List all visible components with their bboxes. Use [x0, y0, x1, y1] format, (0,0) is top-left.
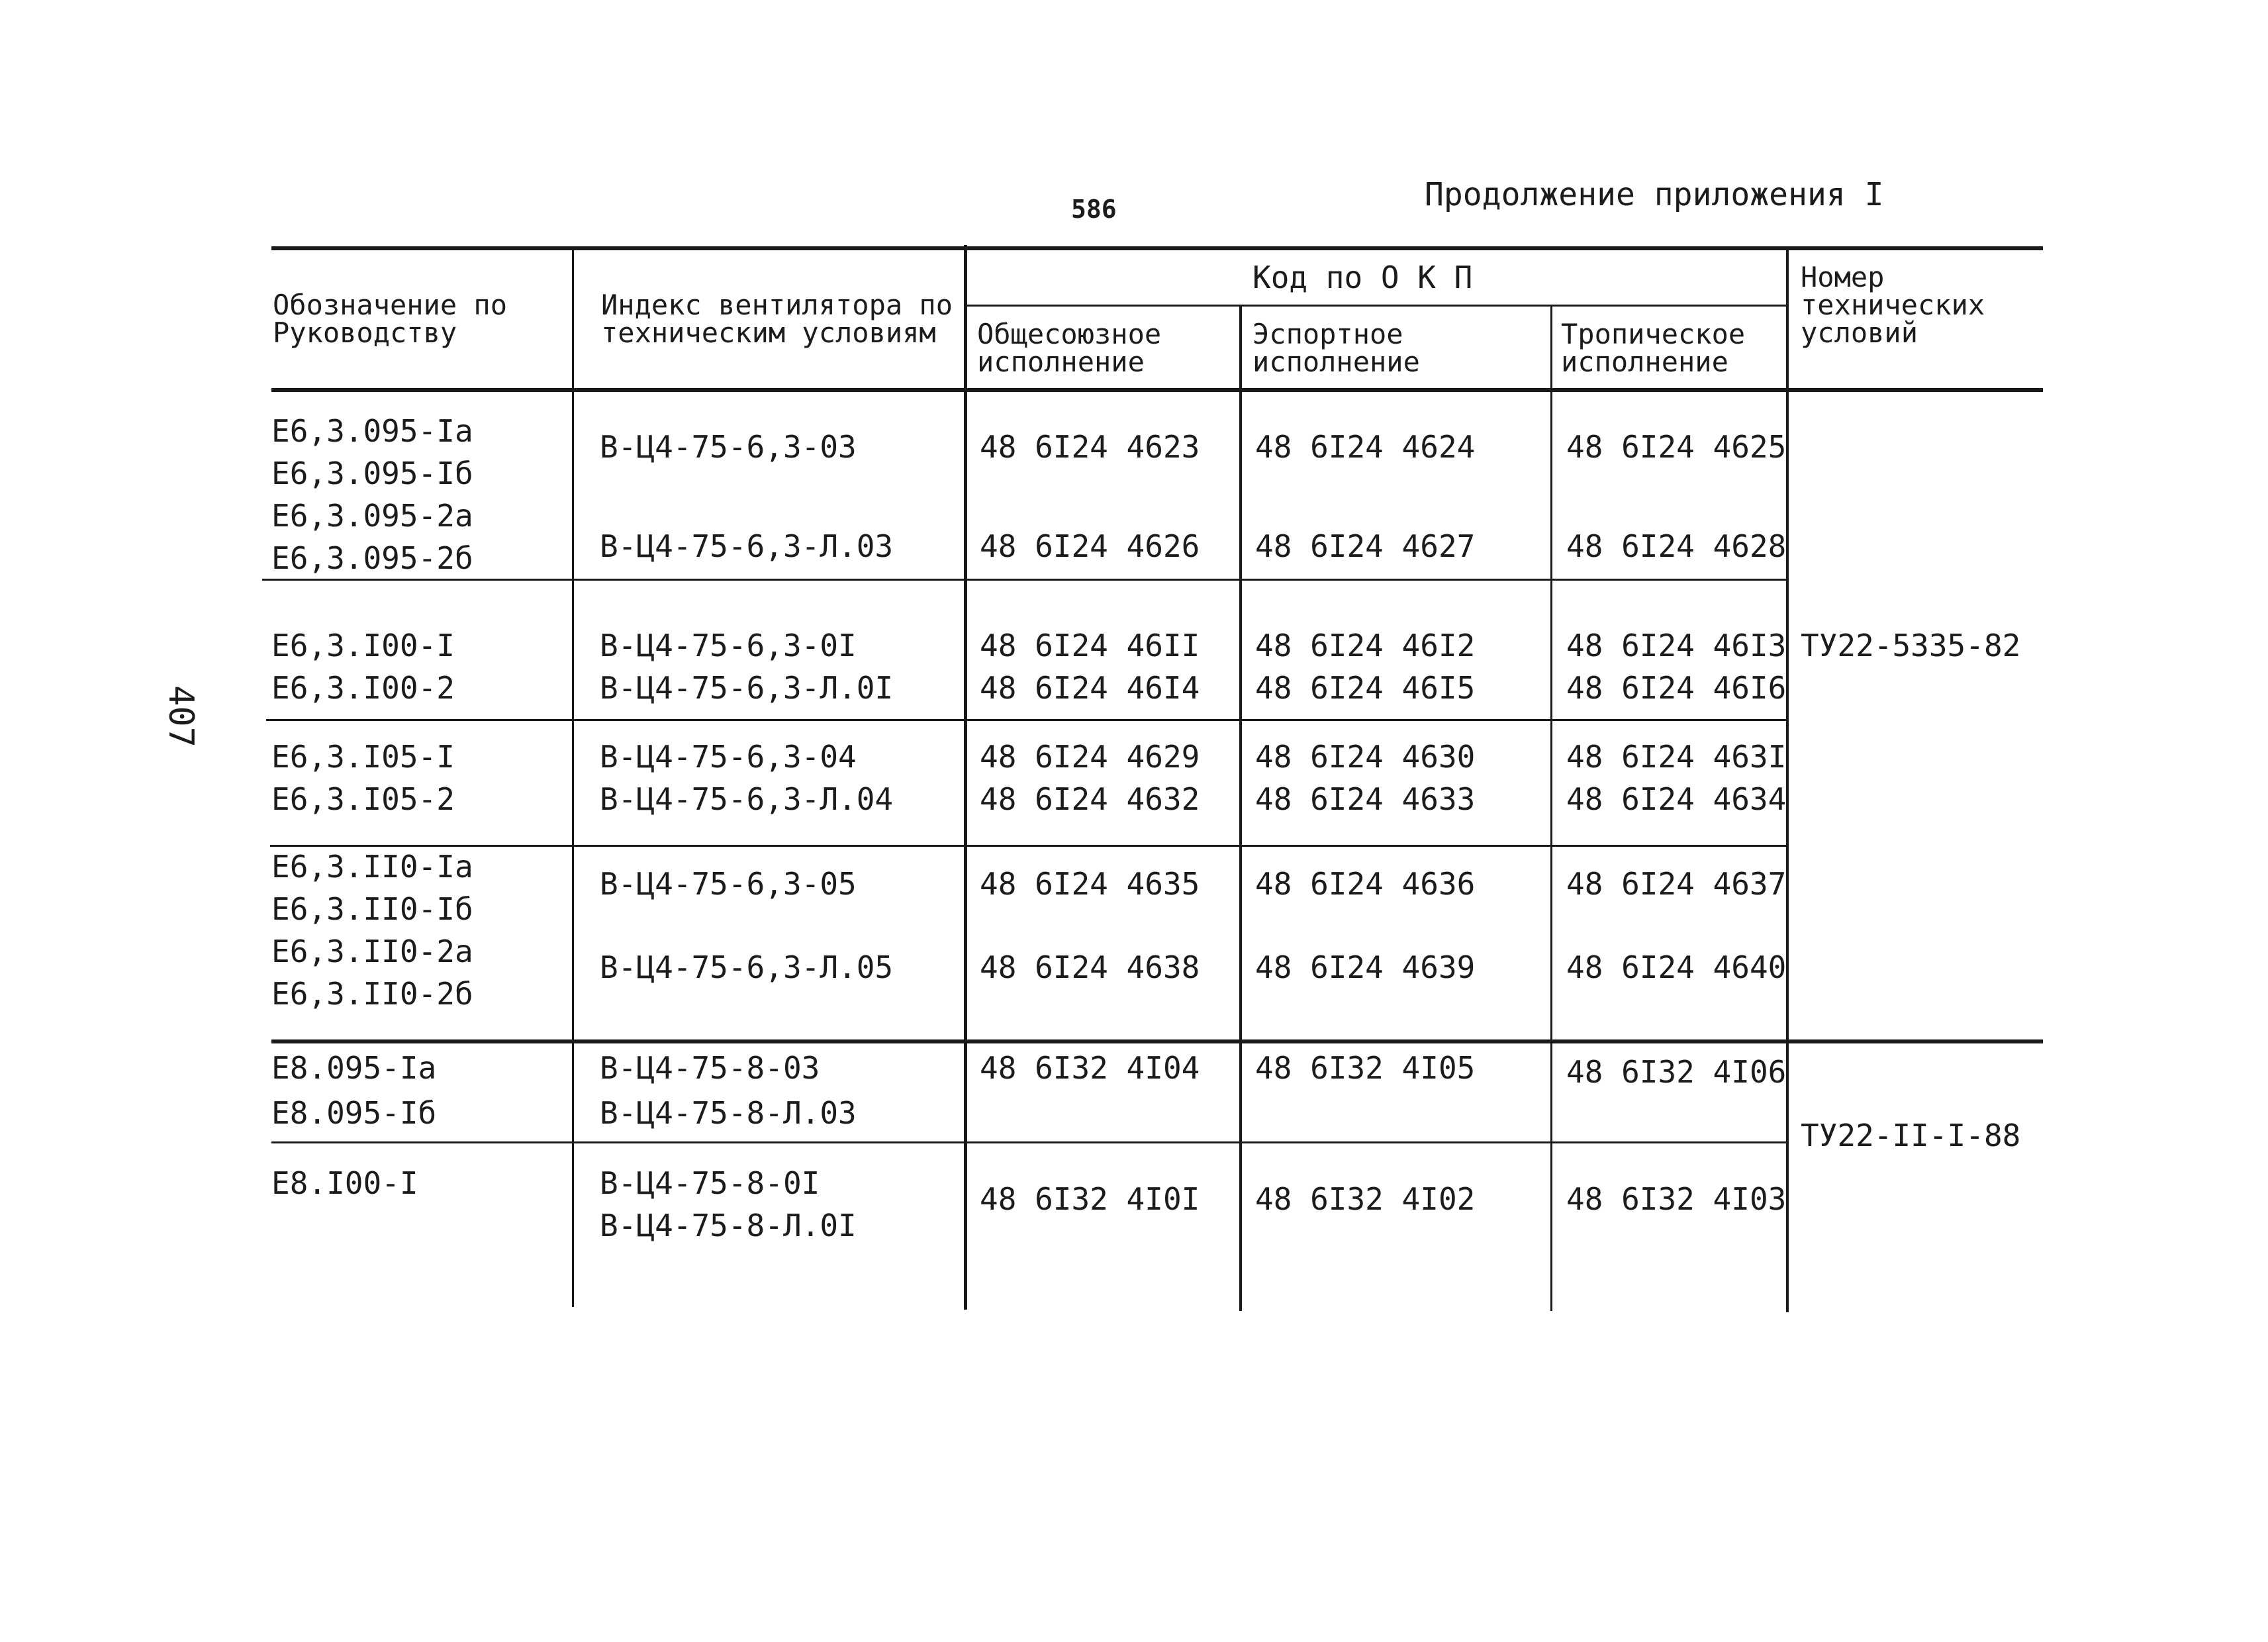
okp-tropical-cell: 48 6I24 4634	[1566, 781, 1787, 817]
header-union: Общесоюзное исполнение	[977, 318, 1162, 378]
okp-union-cell: 48 6I32 4I04	[980, 1050, 1200, 1086]
header-fan-index: Индекс вентилятора по техническим условиям	[601, 289, 953, 349]
okp-tropical-cell: 48 6I24 46I3	[1566, 628, 1787, 663]
designation-cell: Е8.I00-I	[271, 1165, 418, 1201]
designation-cell: Е6,3.095-2б	[271, 540, 473, 576]
group-divider	[271, 1141, 1787, 1143]
column-rule	[572, 250, 574, 1307]
okp-export-cell: 48 6I24 46I2	[1255, 628, 1476, 663]
okp-union-cell: 48 6I32 4I0I	[980, 1181, 1200, 1217]
header-okp: Код по О К П	[1252, 260, 1473, 295]
okp-tropical-cell: 48 6I32 4I06	[1566, 1054, 1787, 1090]
header-export: Эспортное исполнение	[1252, 318, 1420, 378]
fan-index-cell: В-Ц4-75-6,3-Л.03	[600, 528, 894, 564]
okp-union-cell: 48 6I24 4632	[980, 781, 1200, 817]
okp-union-cell: 48 6I24 46II	[980, 628, 1200, 663]
okp-export-cell: 48 6I32 4I02	[1255, 1181, 1476, 1217]
okp-tropical-cell: 48 6I24 463I	[1566, 739, 1787, 775]
designation-cell: Е6,3.II0-Iа	[271, 849, 473, 885]
header-bottom-rule	[271, 388, 2043, 392]
column-rule	[964, 245, 967, 1310]
okp-tropical-cell: 48 6I24 46I6	[1566, 670, 1787, 706]
tech-spec-cell: ТУ22-II-I-88	[1801, 1118, 2021, 1153]
fan-index-cell: В-Ц4-75-6,3-04	[600, 739, 857, 775]
designation-cell: Е6,3.095-Iа	[271, 413, 473, 449]
okp-union-cell: 48 6I24 4638	[980, 949, 1200, 985]
side-page-number: 407	[160, 685, 201, 748]
designation-cell: Е8.095-Iа	[271, 1050, 437, 1086]
designation-cell: Е6,3.I05-I	[271, 739, 455, 775]
fan-index-cell: В-Ц4-75-6,3-05	[600, 866, 857, 902]
header-designation: Обозначение по Руководству	[273, 289, 508, 349]
designation-cell: Е6,3.I00-I	[271, 628, 455, 663]
designation-cell: Е6,3.II0-2а	[271, 934, 473, 969]
okp-export-cell: 48 6I32 4I05	[1255, 1050, 1476, 1086]
fan-index-cell: В-Ц4-75-6,3-Л.05	[600, 949, 894, 985]
column-rule	[1239, 306, 1242, 1311]
fan-index-cell: В-Ц4-75-8-Л.0I	[600, 1208, 857, 1243]
okp-export-cell: 48 6I24 4639	[1255, 949, 1476, 985]
group-divider	[266, 719, 1787, 721]
fan-index-cell: В-Ц4-75-6,3-03	[600, 429, 857, 465]
okp-export-cell: 48 6I24 46I5	[1255, 670, 1476, 706]
fan-index-cell: В-Ц4-75-6,3-Л.0I	[600, 670, 894, 706]
fan-index-cell: В-Ц4-75-8-0I	[600, 1165, 820, 1201]
okp-union-cell: 48 6I24 46I4	[980, 670, 1200, 706]
header-tropical: Тропическое исполнение	[1561, 318, 1746, 378]
column-rule	[1550, 306, 1552, 1311]
okp-union-cell: 48 6I24 4629	[980, 739, 1200, 775]
okp-export-cell: 48 6I24 4633	[1255, 781, 1476, 817]
okp-union-cell: 48 6I24 4635	[980, 866, 1200, 902]
okp-tropical-cell: 48 6I24 4628	[1566, 528, 1787, 564]
designation-cell: Е6,3.I05-2	[271, 781, 455, 817]
okp-export-cell: 48 6I24 4636	[1255, 866, 1476, 902]
page-caption: Продолжение приложения I	[1425, 176, 1884, 213]
page-number: 586	[1071, 195, 1117, 224]
okp-subheader-rule	[967, 305, 1787, 307]
fan-index-cell: В-Ц4-75-8-Л.03	[600, 1095, 857, 1131]
designation-cell: Е8.095-Iб	[271, 1095, 437, 1131]
group-divider	[262, 579, 1786, 581]
group-divider-major	[271, 1039, 2043, 1043]
okp-union-cell: 48 6I24 4623	[980, 429, 1200, 465]
okp-union-cell: 48 6I24 4626	[980, 528, 1200, 564]
group-divider	[270, 845, 1787, 847]
fan-index-cell: В-Ц4-75-8-03	[600, 1050, 820, 1086]
designation-cell: Е6,3.II0-Iб	[271, 891, 473, 927]
okp-export-cell: 48 6I24 4630	[1255, 739, 1476, 775]
designation-cell: Е6,3.I00-2	[271, 670, 455, 706]
okp-tropical-cell: 48 6I24 4640	[1566, 949, 1787, 985]
okp-tropical-cell: 48 6I24 4625	[1566, 429, 1787, 465]
column-rule	[1786, 250, 1789, 1312]
fan-index-cell: В-Ц4-75-6,3-0I	[600, 628, 857, 663]
fan-index-cell: В-Ц4-75-6,3-Л.04	[600, 781, 894, 817]
designation-cell: Е6,3.095-2а	[271, 498, 473, 534]
designation-cell: Е6,3.II0-2б	[271, 976, 473, 1012]
okp-tropical-cell: 48 6I32 4I03	[1566, 1181, 1787, 1217]
header-tech-spec: Номер технических условий	[1801, 261, 1985, 349]
tech-spec-cell: ТУ22-5335-82	[1801, 628, 2021, 663]
okp-tropical-cell: 48 6I24 4637	[1566, 866, 1787, 902]
okp-export-cell: 48 6I24 4627	[1255, 528, 1476, 564]
designation-cell: Е6,3.095-Iб	[271, 456, 473, 491]
table-top-rule	[271, 246, 2043, 250]
okp-export-cell: 48 6I24 4624	[1255, 429, 1476, 465]
